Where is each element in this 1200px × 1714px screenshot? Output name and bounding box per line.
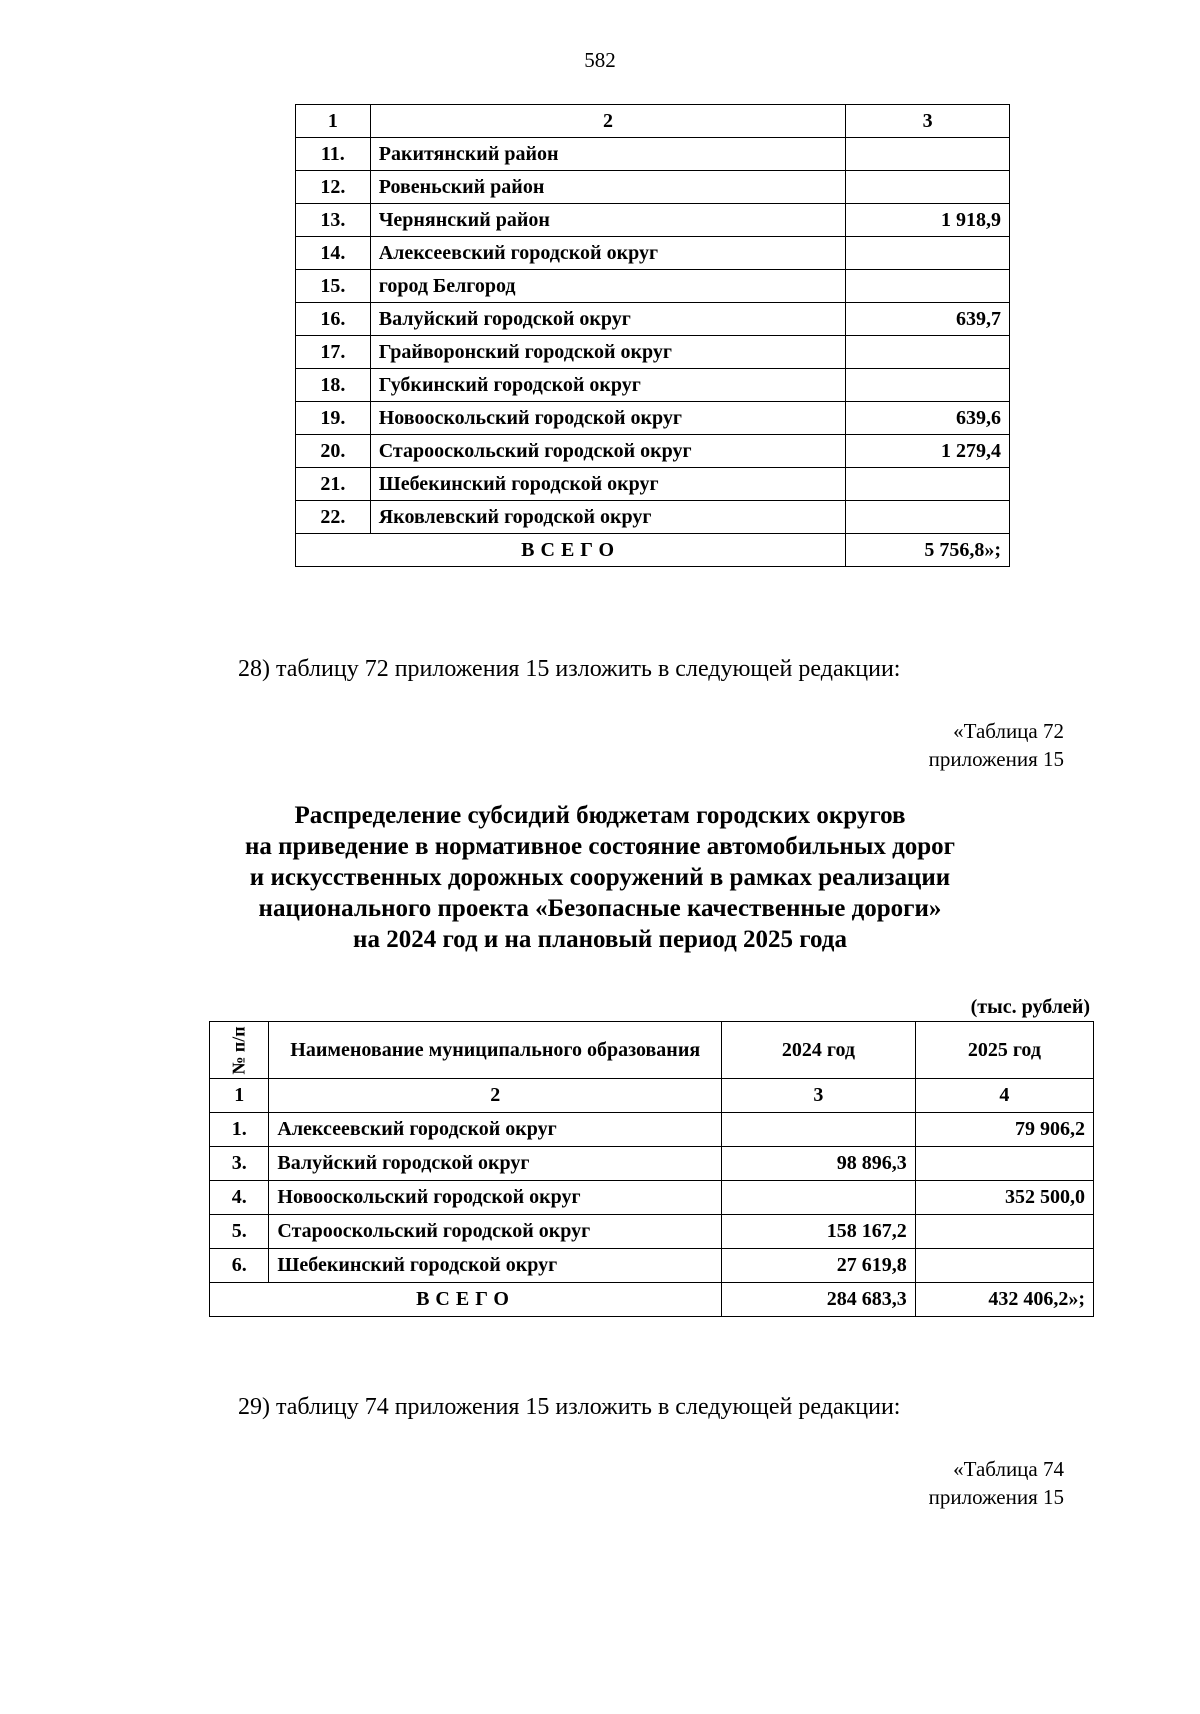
table-row <box>210 1147 1094 1181</box>
title-line: и искусственных дорожных сооружений в рамках реализации <box>249 864 951 891</box>
total-2025: 432 406,2»; <box>915 1283 1093 1317</box>
row-value: 1 279,4 <box>846 435 1010 468</box>
table-title <box>0 800 1200 955</box>
row-value <box>846 369 1010 402</box>
table-header-row <box>210 1022 1094 1079</box>
row-number: 6. <box>210 1249 269 1283</box>
row-number: 21. <box>296 468 371 501</box>
row-2024: 158 167,2 <box>722 1215 916 1249</box>
index-cell: 2 <box>269 1079 722 1113</box>
table-row <box>296 237 1010 270</box>
table-row <box>296 468 1010 501</box>
row-number: 4. <box>210 1181 269 1215</box>
table-row <box>296 303 1010 336</box>
row-value: 1 918,9 <box>846 204 1010 237</box>
row-name: Чернянский район <box>370 204 846 237</box>
row-value: 639,7 <box>846 303 1010 336</box>
header-cell-number <box>210 1022 269 1079</box>
row-2024 <box>722 1113 916 1147</box>
header-number-text: № п/п <box>228 1025 249 1075</box>
table-continuation <box>295 104 1010 567</box>
row-name: Ровеньский район <box>370 171 846 204</box>
title-line: на приведение в нормативное состояние автомобильных дорог <box>245 833 955 860</box>
index-cell: 1 <box>210 1079 269 1113</box>
row-name: Грайворонский городской округ <box>370 336 846 369</box>
row-value <box>846 501 1010 534</box>
table-row <box>296 435 1010 468</box>
row-name: Губкинский городской округ <box>370 369 846 402</box>
row-value <box>846 270 1010 303</box>
total-label: ВСЕГО <box>210 1283 722 1317</box>
table-row <box>210 1181 1094 1215</box>
table-row <box>296 270 1010 303</box>
row-number: 18. <box>296 369 371 402</box>
table-reference-line: приложения 15 <box>928 747 1064 771</box>
row-number: 13. <box>296 204 371 237</box>
row-name: Старооскольский городской округ <box>269 1215 722 1249</box>
table-row <box>210 1113 1094 1147</box>
row-name: Шебекинский городской округ <box>370 468 846 501</box>
row-name: Шебекинский городской округ <box>269 1249 722 1283</box>
total-2024: 284 683,3 <box>722 1283 916 1317</box>
row-name: Новооскольский городской округ <box>269 1181 722 1215</box>
header-cell-2025: 2025 год <box>915 1022 1093 1079</box>
row-number: 5. <box>210 1215 269 1249</box>
index-cell: 4 <box>915 1079 1093 1113</box>
row-name: Яковлевский городской округ <box>370 501 846 534</box>
table-row <box>296 138 1010 171</box>
table-reference-line: «Таблица 72 <box>953 719 1064 743</box>
title-line: Распределение субсидий бюджетам городских округов <box>294 802 906 829</box>
row-value <box>846 138 1010 171</box>
total-value: 5 756,8»; <box>846 534 1010 567</box>
row-name: Ракитянский район <box>370 138 846 171</box>
row-number: 17. <box>296 336 371 369</box>
index-cell: 3 <box>722 1079 916 1113</box>
table-row <box>296 402 1010 435</box>
table-row <box>296 171 1010 204</box>
row-value <box>846 336 1010 369</box>
table-index-row <box>210 1079 1094 1113</box>
row-value: 639,6 <box>846 402 1010 435</box>
header-cell: 1 <box>296 105 371 138</box>
table-row <box>296 336 1010 369</box>
table-72 <box>209 1021 1094 1317</box>
row-number: 3. <box>210 1147 269 1181</box>
row-number: 20. <box>296 435 371 468</box>
row-2025 <box>915 1147 1093 1181</box>
header-cell-2024: 2024 год <box>722 1022 916 1079</box>
row-number: 1. <box>210 1113 269 1147</box>
row-name: Алексеевский городской округ <box>370 237 846 270</box>
row-number: 19. <box>296 402 371 435</box>
header-cell-name: Наименование муниципального образования <box>269 1022 722 1079</box>
table-total-row <box>210 1283 1094 1317</box>
table-reference-72 <box>929 717 1064 773</box>
row-value <box>846 237 1010 270</box>
row-number: 16. <box>296 303 371 336</box>
row-2024: 27 619,8 <box>722 1249 916 1283</box>
row-number: 14. <box>296 237 371 270</box>
row-2024 <box>722 1181 916 1215</box>
header-cell: 2 <box>370 105 846 138</box>
table-row <box>210 1249 1094 1283</box>
table-row <box>296 501 1010 534</box>
table-reference-line: «Таблица 74 <box>953 1457 1064 1481</box>
row-name: Новооскольский городской округ <box>370 402 846 435</box>
row-number: 11. <box>296 138 371 171</box>
table-total-row <box>296 534 1010 567</box>
page-number: 582 <box>584 48 616 72</box>
units-label: (тыс. рублей) <box>970 996 1090 1018</box>
row-2025: 79 906,2 <box>915 1113 1093 1147</box>
title-line: на 2024 год и на плановый период 2025 года <box>353 926 847 953</box>
row-number: 12. <box>296 171 371 204</box>
row-2024: 98 896,3 <box>722 1147 916 1181</box>
row-value <box>846 171 1010 204</box>
row-name: Валуйский городской округ <box>370 303 846 336</box>
row-2025: 352 500,0 <box>915 1181 1093 1215</box>
row-name: Старооскольский городской округ <box>370 435 846 468</box>
row-number: 22. <box>296 501 371 534</box>
row-2025 <box>915 1249 1093 1283</box>
table-row <box>296 369 1010 402</box>
title-line: национального проекта «Безопасные качественные дороги» <box>258 895 942 922</box>
row-2025 <box>915 1215 1093 1249</box>
table-row <box>210 1215 1094 1249</box>
row-name: Валуйский городской округ <box>269 1147 722 1181</box>
total-label: ВСЕГО <box>296 534 846 567</box>
paragraph-28: 28) таблицу 72 приложения 15 изложить в следующей редакции: <box>238 656 901 682</box>
table-row <box>296 204 1010 237</box>
table-reference-74 <box>929 1455 1064 1511</box>
row-value <box>846 468 1010 501</box>
paragraph-29: 29) таблицу 74 приложения 15 изложить в следующей редакции: <box>238 1394 901 1420</box>
table-header-row <box>296 105 1010 138</box>
row-name: Алексеевский городской округ <box>269 1113 722 1147</box>
row-name: город Белгород <box>370 270 846 303</box>
table-reference-line: приложения 15 <box>928 1485 1064 1509</box>
row-number: 15. <box>296 270 371 303</box>
header-cell: 3 <box>846 105 1010 138</box>
